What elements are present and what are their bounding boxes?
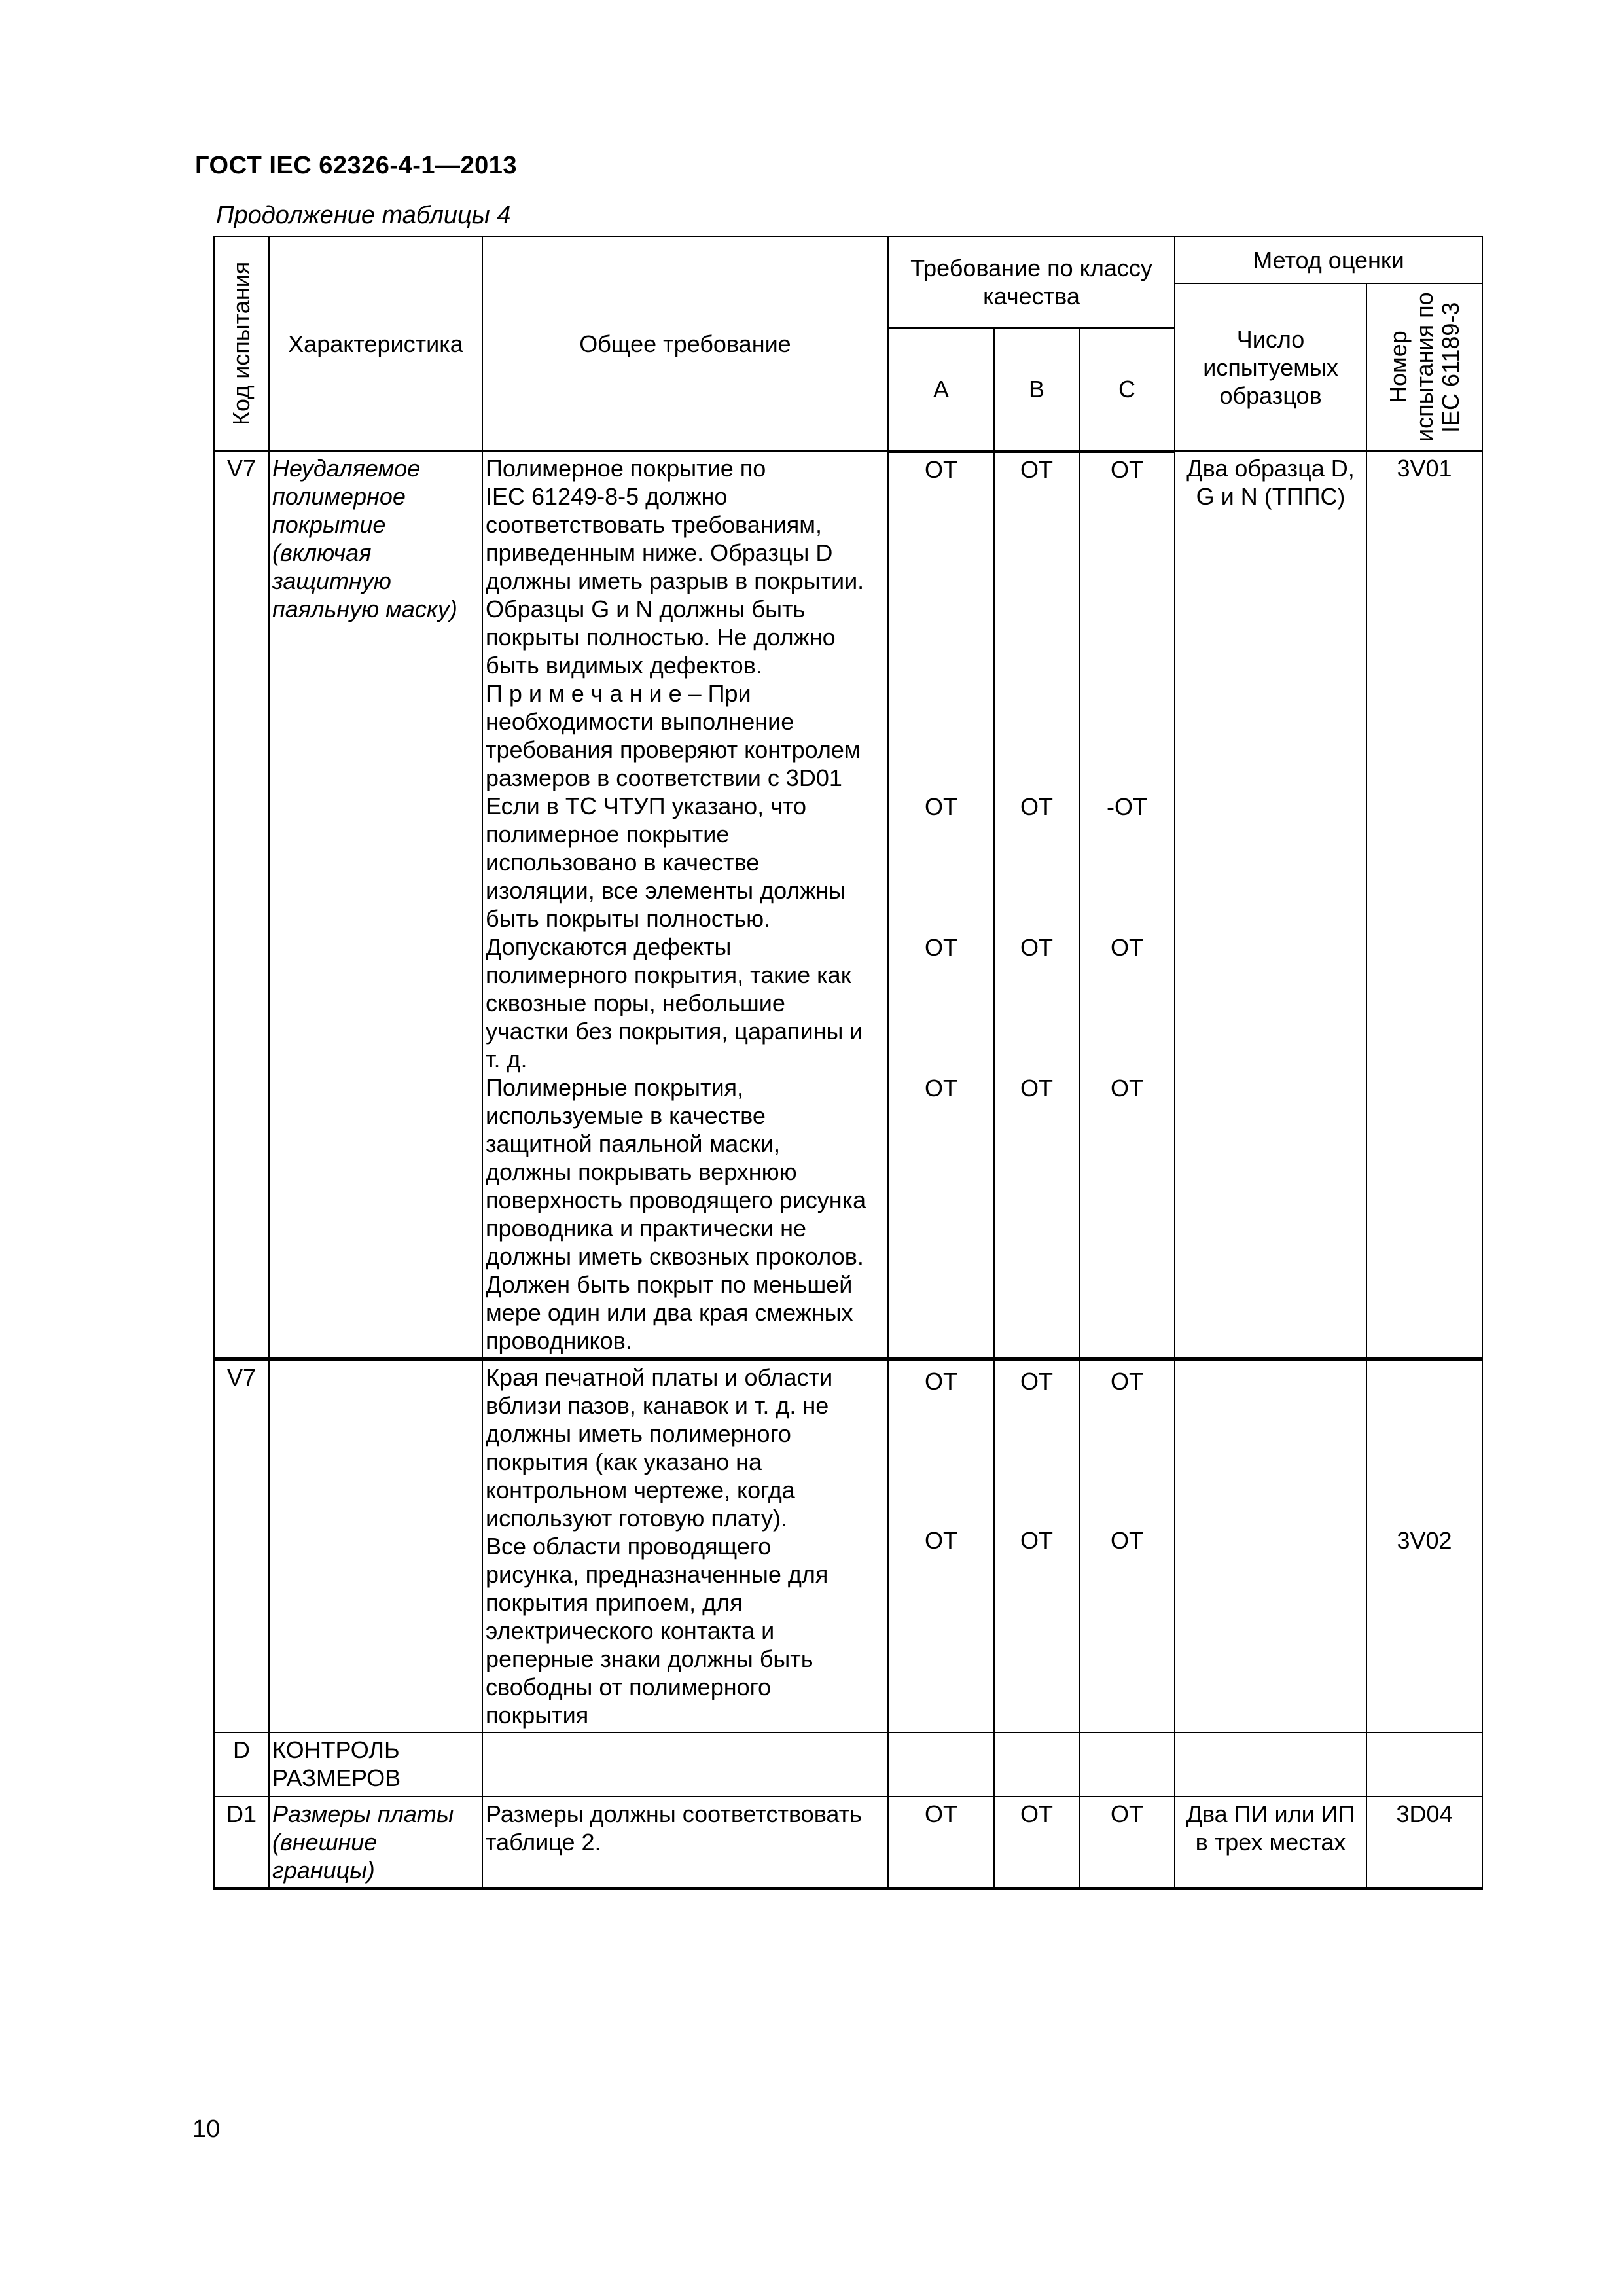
row-code: D1 xyxy=(214,1797,269,1889)
row-class-a xyxy=(888,1359,994,1733)
table-row xyxy=(214,451,1482,1359)
row-sample-count xyxy=(1175,1732,1366,1797)
row-code: D xyxy=(214,1732,269,1797)
row-class-a: OT xyxy=(888,1797,994,1889)
class-value: OT xyxy=(925,456,957,483)
row-test-number: 3V02 xyxy=(1366,1359,1482,1733)
class-value: OT xyxy=(925,933,957,961)
class-value: OT xyxy=(1111,456,1143,483)
row-class-a xyxy=(888,1732,994,1797)
row-test-number: 3D04 xyxy=(1366,1797,1482,1889)
class-value: OT xyxy=(1111,1527,1143,1554)
row-general-requirement xyxy=(482,451,888,1359)
table-caption: Продолжение таблицы 4 xyxy=(216,202,511,229)
header-quality-class: Требование по классу качества xyxy=(888,236,1175,328)
row-code: V7 xyxy=(214,451,269,1359)
requirement-paragraph: Края печатной платы и области вблизи пазов, канавок и т. д. не должны иметь полимерного покрытия (как указано на контрольном чертеже, когда используют готовую плату). xyxy=(486,1364,833,1532)
table-row xyxy=(214,1359,1482,1733)
header-sample-count: Число испытуемых образцов xyxy=(1175,283,1366,451)
row-class-b: OT xyxy=(994,1797,1079,1889)
row-general-requirement xyxy=(482,1359,888,1733)
row-characteristic: КОНТРОЛЬ РАЗМЕРОВ xyxy=(269,1732,482,1797)
class-value: OT xyxy=(1020,933,1053,961)
class-value: OT xyxy=(925,1368,957,1395)
row-class-c xyxy=(1079,1732,1175,1797)
header-code: Код испытания xyxy=(214,236,269,451)
row-class-b xyxy=(994,451,1079,1359)
row-test-number: 3V01 xyxy=(1366,451,1482,1359)
requirement-paragraph: Все области проводящего рисунка, предназначенные для покрытия припоем, для электрического контакта и реперные знаки должны быть свободны от полимерного покрытия xyxy=(486,1533,829,1729)
row-test-number xyxy=(1366,1732,1482,1797)
class-value: -OT xyxy=(1107,793,1147,820)
class-value: OT xyxy=(1020,456,1053,483)
row-class-c xyxy=(1079,1359,1175,1733)
row-class-b xyxy=(994,1732,1079,1797)
class-value: OT xyxy=(925,793,957,820)
row-characteristic: Размеры платы (внешние границы) xyxy=(269,1797,482,1889)
class-value: OT xyxy=(1020,793,1053,820)
header-evaluation-method: Метод оценки xyxy=(1175,236,1482,283)
document-standard-code: ГОСТ IEC 62326-4-1—2013 xyxy=(195,152,518,179)
row-class-b xyxy=(994,1359,1079,1733)
row-sample-count xyxy=(1175,1359,1366,1733)
requirement-paragraph: Допускаются дефекты полимерного покрытия, такие как сквозные поры, небольшие участки без покрытия, царапины и т. д. xyxy=(486,933,863,1073)
class-value: OT xyxy=(925,1527,957,1554)
class-value: OT xyxy=(1111,1074,1143,1102)
header-characteristic: Характеристика xyxy=(269,236,482,451)
requirement-note: П р и м е ч а н и е – При необходимости выполнение требования проверяют контролем размеров в соответствии с 3D01 xyxy=(486,680,861,791)
class-value: OT xyxy=(1111,1368,1143,1395)
header-class-a: A xyxy=(888,328,994,451)
row-class-c xyxy=(1079,451,1175,1359)
table-row xyxy=(214,1732,1482,1797)
requirement-paragraph: Полимерные покрытия, используемые в качестве защитной паяльной маски, должны покрывать верхнюю поверхность проводящего рисунка проводника и практически не должны иметь сквозных проколов. Должен быть покрыт по меньшей мере один или два края смежных проводников. xyxy=(486,1074,866,1354)
class-value: OT xyxy=(925,1074,957,1102)
header-class-c: C xyxy=(1079,328,1175,451)
row-sample-count: Два образца D, G и N (ТППС) xyxy=(1175,451,1366,1359)
row-class-c: OT xyxy=(1079,1797,1175,1889)
row-code: V7 xyxy=(214,1359,269,1733)
row-class-a xyxy=(888,451,994,1359)
requirement-paragraph: Полимерное покрытие по IEC 61249-8-5 должно соответствовать требованиям, приведенным ниже. Образцы D должны иметь разрыв в покрытии. Образцы G и N должны быть покрыты полностью. Не должно быть видимых дефектов. xyxy=(486,455,865,679)
requirements-table xyxy=(213,236,1483,1890)
header-test-number: Номер испытания по IEC 61189-3 xyxy=(1366,283,1482,451)
header-general-requirement: Общее требование xyxy=(482,236,888,451)
requirement-paragraph: Если в ТС ЧТУП указано, что полимерное покрытие использовано в качестве изоляции, все элементы должны быть покрыты полностью. xyxy=(486,793,846,932)
header-class-b: B xyxy=(994,328,1079,451)
row-general-requirement xyxy=(482,1732,888,1797)
row-characteristic: Неудаляемое полимерное покрытие (включая защитную паяльную маску) xyxy=(269,451,482,1359)
row-sample-count: Два ПИ или ИП в трех местах xyxy=(1175,1797,1366,1889)
class-value: OT xyxy=(1020,1527,1053,1554)
class-value: OT xyxy=(1111,933,1143,961)
table-row xyxy=(214,1797,1482,1889)
row-characteristic xyxy=(269,1359,482,1733)
class-value: OT xyxy=(1020,1368,1053,1395)
page-number: 10 xyxy=(192,2115,221,2143)
class-value: OT xyxy=(1020,1074,1053,1102)
row-general-requirement: Размеры должны соответствовать таблице 2. xyxy=(482,1797,888,1889)
